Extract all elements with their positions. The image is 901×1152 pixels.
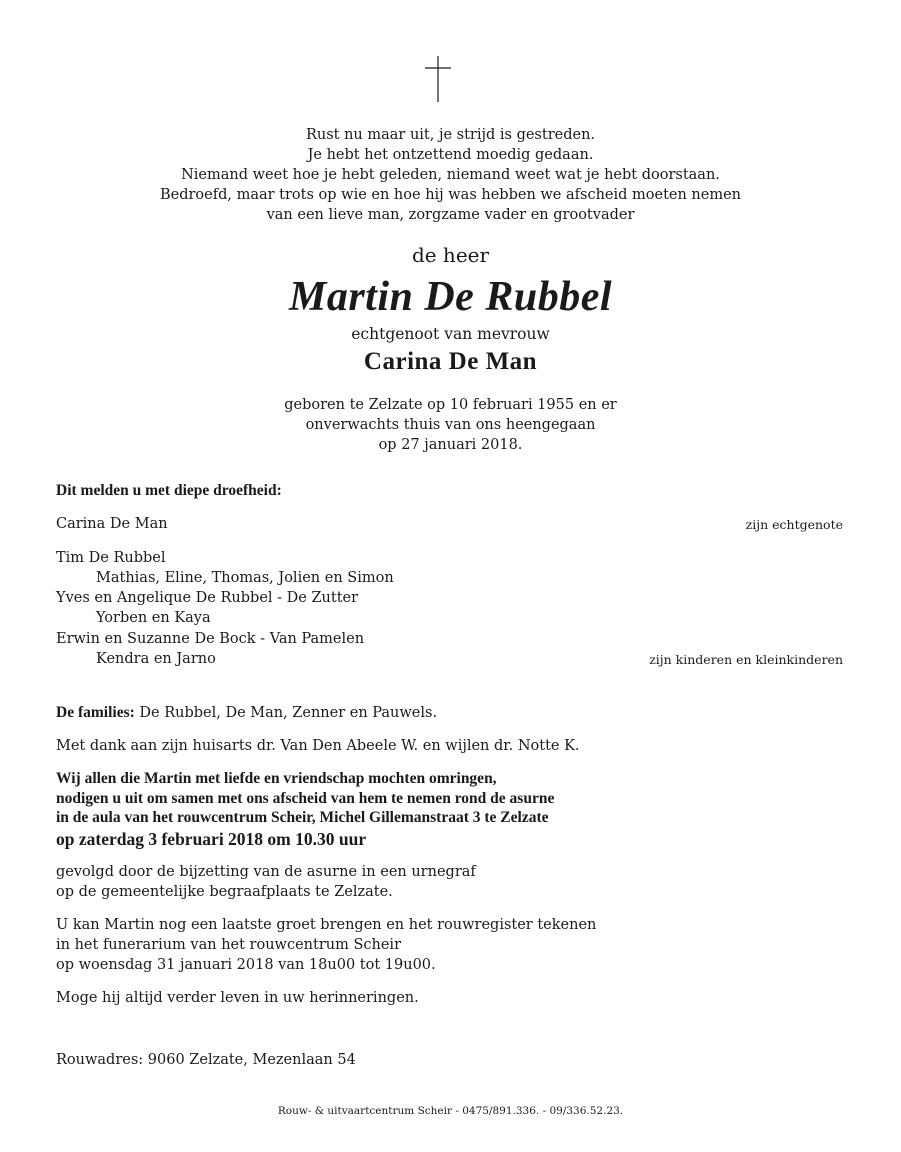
burial-line: op de gemeentelijke begraafplaats te Zelzate. [56, 884, 393, 900]
thanks-line: Met dank aan zijn huisarts dr. Van Den Abeele W. en wijlen dr. Notte K. [56, 738, 580, 754]
visitation-details [56, 915, 596, 975]
poem-line: Je hebt het ontzettend moedig gedaan. [307, 147, 594, 163]
poem [0, 125, 901, 225]
relation-label: zijn echtgenote [745, 517, 843, 532]
spouse-intro: echtgenoot van mevrouw [351, 325, 550, 343]
burial-line: gevolgd door de bijzetting van de asurne in een urnegraf [56, 864, 476, 880]
ceremony-date: op zaterdag 3 februari 2018 om 10.30 uur [56, 828, 367, 849]
grandchildren-names: Mathias, Eline, Thomas, Jolien en Simon [96, 570, 394, 586]
families-label: De families: [56, 704, 135, 721]
birth-line: geboren te Zelzate op 10 februari 1955 en er [284, 397, 617, 413]
poem-line: van een lieve man, zorgzame vader en grootvader [266, 207, 635, 223]
deceased-name: Martin De Rubbel [288, 274, 613, 320]
visitation-line: in het funerarium van het rouwcentrum Scheir [56, 937, 401, 953]
relation-label: zijn kinderen en kleinkinderen [649, 652, 843, 667]
mourning-address: Rouwadres: 9060 Zelzate, Mezenlaan 54 [56, 1052, 356, 1068]
visitation-line: U kan Martin nog een laatste groet brengen en het rouwregister tekenen [56, 917, 597, 933]
relative-row [56, 649, 843, 669]
invitation [56, 769, 554, 850]
cross-icon [425, 56, 451, 102]
deceased-title: de heer [411, 243, 490, 267]
relative-row [56, 568, 843, 588]
poem-line: Niemand weet hoe je hebt geleden, niemand weet wat je hebt doorstaan. [181, 167, 720, 183]
spouse-name: Carina De Man [363, 348, 538, 375]
invitation-line: in de aula van het rouwcentrum Scheir, Michel Gillemanstraat 3 te Zelzate [56, 809, 549, 826]
relative-name: Erwin en Suzanne De Bock - Van Pamelen [56, 631, 365, 647]
relative-name: Yves en Angelique De Rubbel - De Zutter [56, 590, 359, 606]
birth-line: onverwachts thuis van ons heengegaan [305, 417, 596, 433]
invitation-line: Wij allen die Martin met liefde en vriendschap mochten omringen, [56, 770, 497, 787]
invitation-line: nodigen u uit om samen met ons afscheid van hem te nemen rond de asurne [56, 789, 555, 807]
memory-line: Moge hij altijd verder leven in uw herinneringen. [56, 990, 419, 1006]
families-line [56, 703, 437, 723]
burial-details [56, 862, 476, 902]
relative-row [56, 588, 843, 608]
poem-line: Rust nu maar uit, je strijd is gestreden. [305, 127, 596, 143]
birth-details [0, 395, 901, 455]
grandchildren-names: Yorben en Kaya [96, 610, 211, 626]
relative-row-spouse [56, 514, 843, 534]
relative-name: Carina De Man [56, 516, 168, 532]
footer-contact: Rouw- & uitvaartcentrum Scheir - 0475/891.336. - 09/336.52.23. [277, 1105, 624, 1117]
grandchildren-names: Kendra en Jarno [96, 651, 216, 667]
announcement: Dit melden u met diepe droefheid: [56, 482, 282, 499]
relative-row [56, 608, 843, 628]
relative-row [56, 548, 843, 568]
relative-row [56, 629, 843, 649]
relative-name: Tim De Rubbel [56, 550, 166, 566]
poem-line: Bedroefd, maar trots op wie en hoe hij was hebben we afscheid moeten nemen [159, 187, 742, 203]
families-names: De Rubbel, De Man, Zenner en Pauwels. [134, 705, 438, 721]
visitation-line: op woensdag 31 januari 2018 van 18u00 tot 19u00. [56, 957, 436, 973]
birth-line: op 27 januari 2018. [378, 437, 523, 453]
